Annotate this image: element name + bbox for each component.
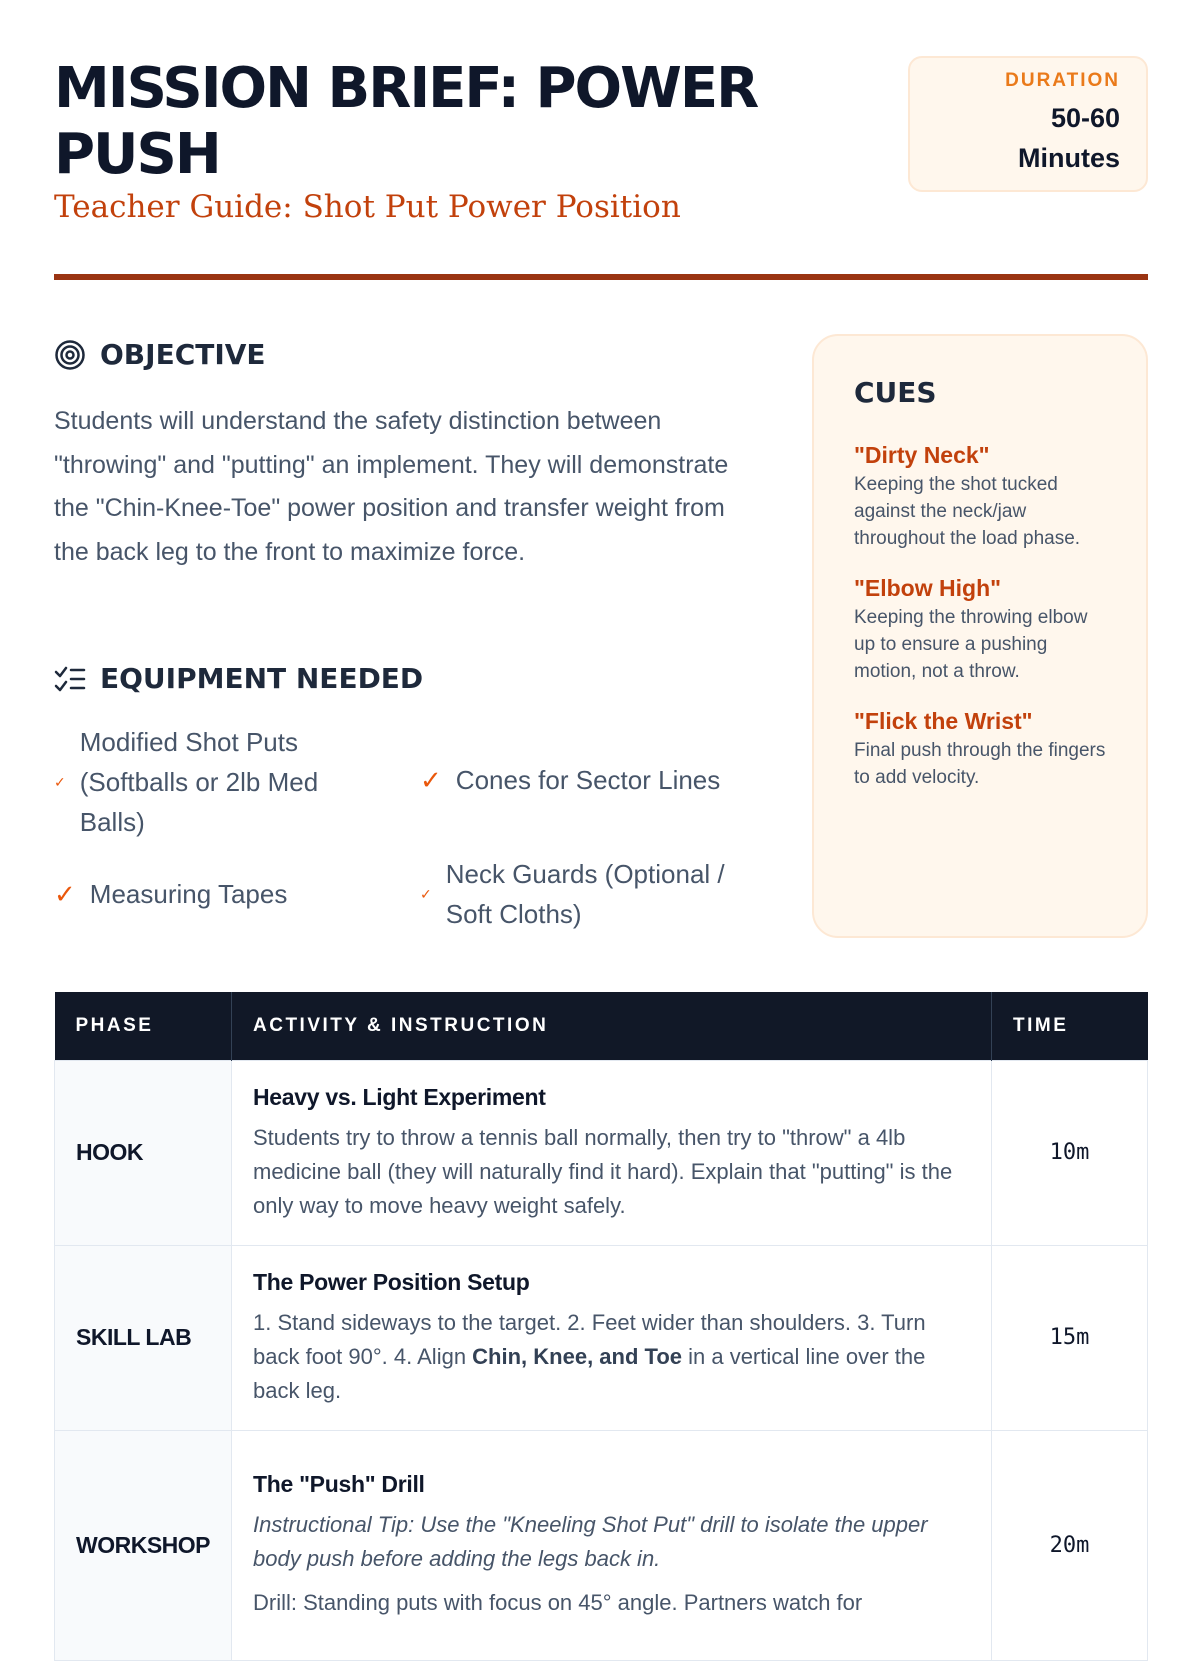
equipment-item-label: Neck Guards (Optional / Soft Cloths) (445, 859, 725, 929)
equipment-item-label: Modified Shot Puts (Softballs or 2lb Med Balls) (79, 727, 319, 837)
activity-description: Drill: Standing puts with focus on 45° angle. Partners watch for (253, 1590, 863, 1615)
duration-value-number: 50-60 (1050, 103, 1120, 133)
table-header-row (55, 992, 1148, 1060)
cue-title: "Elbow High" (854, 575, 1002, 601)
table-row (55, 1245, 1148, 1430)
cue-description: Keeping the shot tucked against the neck/jaw throughout the load phase. (854, 474, 1081, 549)
activity-description (253, 1306, 970, 1408)
activity-description: Students try to throw a tennis ball normally, then try to "throw" a 4lb medicine ball (they will naturally find it hard). Explain that "putting" is the only way to move heavy weight safely. (253, 1124, 953, 1218)
table-row (55, 1060, 1148, 1245)
activity-title: The Power Position Setup (253, 1268, 530, 1295)
cue-title: "Flick the Wrist" (854, 708, 1033, 734)
equipment-item-label: Measuring Tapes (89, 879, 288, 909)
activity-description-part: 1. Stand sideways to the target. 2. Feet wider than shoulders. 3. Turn back foot 90°. 4. Align (253, 1309, 926, 1369)
duration-label: DURATION (1005, 70, 1120, 91)
time-cell: 10m (992, 1060, 1148, 1245)
phase-cell: SKILL LAB (55, 1245, 232, 1430)
equipment-item (420, 854, 764, 934)
page-subtitle: Teacher Guide: Shot Put Power Position (54, 189, 681, 225)
equipment-item (54, 722, 374, 842)
cues-heading: CUES (854, 376, 937, 409)
equipment-item (420, 760, 764, 800)
activity-title: Heavy vs. Light Experiment (253, 1083, 546, 1110)
column-header-activity: ACTIVITY & INSTRUCTION (232, 992, 992, 1060)
column-header-time: TIME (992, 992, 1148, 1060)
equipment-heading (54, 662, 423, 695)
cue-description: Keeping the throwing elbow up to ensure a pushing motion, not a throw. (854, 607, 1088, 682)
header-divider (54, 274, 1148, 280)
page-title: MISSION BRIEF: POWER PUSH (54, 56, 758, 187)
phase-cell: HOOK (55, 1060, 232, 1245)
activity-cell (232, 1245, 992, 1430)
cue-item (854, 439, 1106, 552)
duration-value (910, 98, 1120, 178)
equipment-item (54, 874, 394, 914)
column-header-phase: PHASE (55, 992, 232, 1060)
cues-panel (812, 334, 1148, 938)
check-icon: ✓ (54, 774, 66, 790)
time-cell: 20m (992, 1430, 1148, 1660)
equipment-heading-text: EQUIPMENT NEEDED (100, 662, 424, 695)
check-icon: ✓ (54, 879, 76, 909)
duration-card (908, 56, 1148, 192)
lesson-plan-table (54, 992, 1148, 1661)
target-icon (54, 339, 86, 371)
table-row (55, 1430, 1148, 1660)
activity-description-emphasis: Chin, Knee, and Toe (472, 1343, 682, 1369)
objective-heading-text: OBJECTIVE (100, 338, 266, 371)
equipment-item-label: Cones for Sector Lines (455, 765, 721, 795)
activity-cell (232, 1430, 992, 1660)
activity-title: The "Push" Drill (253, 1471, 425, 1497)
cue-description: Final push through the fingers to add velocity. (854, 740, 1106, 788)
cue-title: "Dirty Neck" (854, 442, 990, 468)
activity-cell (232, 1060, 992, 1245)
phase-cell: WORKSHOP (55, 1430, 232, 1660)
time-cell: 15m (992, 1245, 1148, 1430)
cue-item (854, 572, 1106, 685)
activity-description-part: in a vertical line over the back leg. (253, 1343, 926, 1403)
objective-text: Students will understand the safety distinction between "throwing" and "putting" an implement. They will demonstrate the "Chin-Knee-Toe" power position and transfer weight from the back leg to the front to maximize force. (54, 407, 729, 566)
check-icon: ✓ (420, 886, 432, 902)
checklist-icon (54, 664, 86, 694)
duration-value-unit: Minutes (1017, 143, 1120, 173)
page-header (54, 56, 1148, 286)
check-icon: ✓ (420, 765, 442, 795)
instructional-tip: Instructional Tip: Use the "Kneeling Shot Put" drill to isolate the upper body push before adding the legs back in. (253, 1512, 928, 1571)
objective-heading (54, 338, 266, 371)
cue-item (854, 705, 1106, 791)
